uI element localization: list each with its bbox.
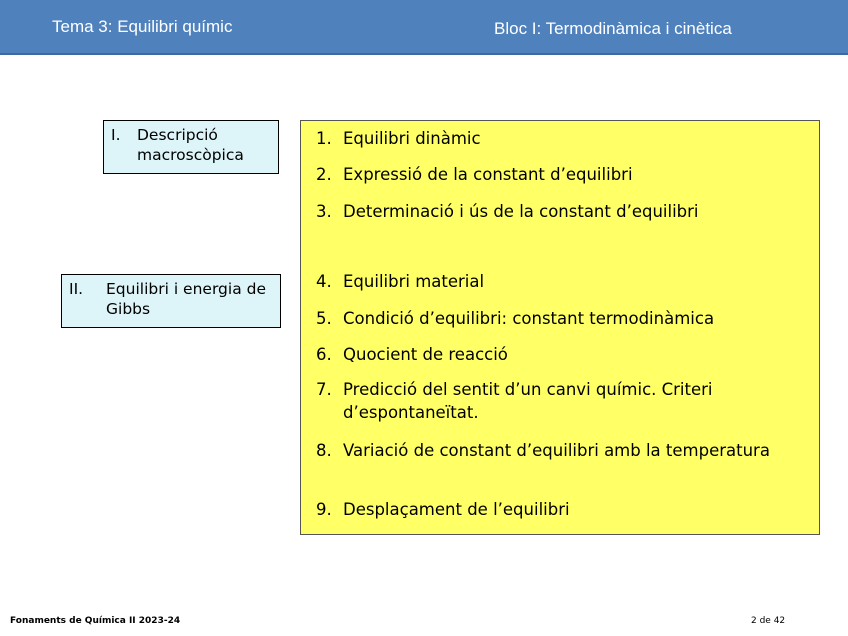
topic-number: 2. [316, 165, 332, 184]
topic-item [316, 343, 806, 366]
topic-text: Equilibri material [343, 272, 485, 291]
topic-number: 1. [316, 129, 332, 148]
topic-text: Variació de constant d’equilibri amb la temperatura [343, 441, 770, 460]
topic-text: Condició d’equilibri: constant termodinàmica [343, 309, 715, 328]
slide-header [0, 0, 848, 55]
topic-text: Equilibri dinàmic [343, 129, 481, 148]
topic-number: 9. [316, 500, 332, 519]
topic-text: Expressió de la constant d’equilibri [343, 165, 633, 184]
footer-course: Fonaments de Química II 2023-24 [10, 616, 181, 626]
topic-number: 4. [316, 272, 332, 291]
topic-number: 8. [316, 441, 332, 460]
topic-item [316, 163, 806, 186]
topic-text: Predicció del sentit d’un canvi químic. Criteri d’espontaneïtat. [343, 380, 713, 422]
topic-item [316, 270, 806, 293]
topic-number: 3. [316, 202, 332, 221]
topic-item [316, 378, 806, 424]
topic-number: 5. [316, 309, 332, 328]
block-title: Bloc I: Termodinàmica i cinètica [494, 19, 732, 38]
footer-page-number: 2 de 42 [751, 616, 786, 626]
topic-item [316, 498, 806, 521]
section-number: II. [69, 280, 84, 298]
topic-item [316, 439, 806, 462]
topic-text: Quocient de reacció [343, 345, 508, 364]
section-box-equilibri-gibbs [61, 274, 281, 328]
topics-list [300, 120, 820, 535]
topic-item [316, 307, 806, 330]
section-text: Equilibri i energia de Gibbs [106, 280, 266, 318]
section-box-descripcio [103, 120, 279, 174]
topic-number: 7. [316, 380, 332, 399]
topic-item [316, 200, 806, 223]
topic-item [316, 127, 806, 150]
topic-title: Tema 3: Equilibri químic [52, 17, 233, 36]
topic-text: Desplaçament de l’equilibri [343, 500, 570, 519]
section-number: I. [111, 126, 121, 144]
topic-number: 6. [316, 345, 332, 364]
section-text: Descripció macroscòpica [137, 126, 244, 164]
topic-text: Determinació i ús de la constant d’equilibri [343, 202, 699, 221]
